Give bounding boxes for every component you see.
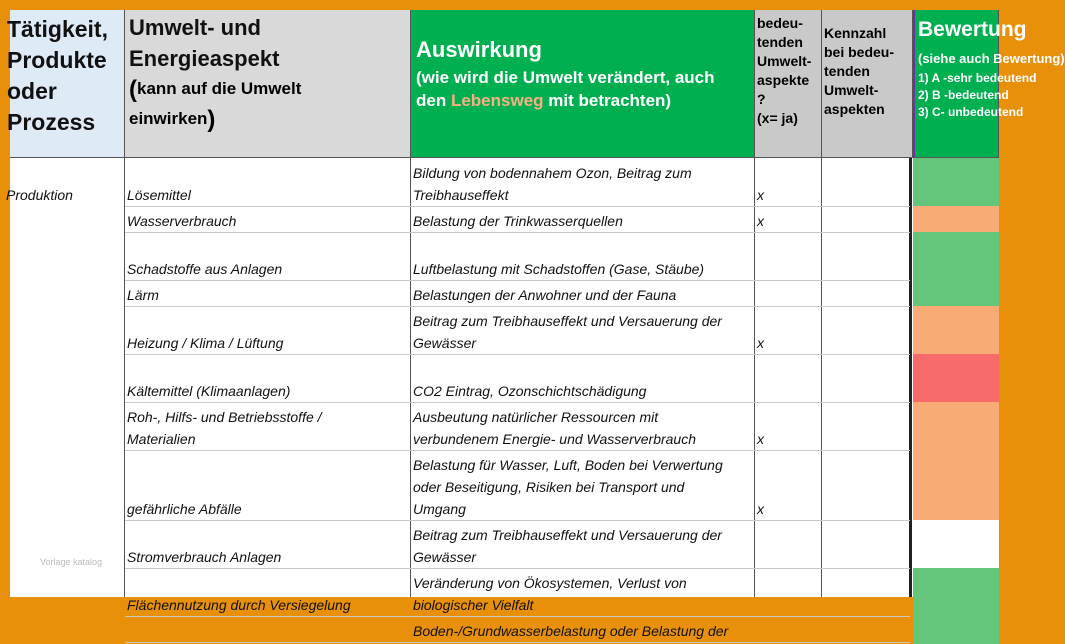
cell-taetigkeit[interactable]: Produktion	[6, 187, 73, 203]
cell-auswirkung[interactable]: Belastung für Wasser, Luft, Boden bei Verwertung	[413, 457, 723, 473]
cell-aspekt[interactable]: Schadstoffe aus Anlagen	[127, 261, 283, 277]
col-line-a	[124, 158, 125, 597]
header-bedeutend-text: bedeu- tenden Umwelt- aspekte ? (x= ja)	[757, 15, 812, 126]
bewertung-cell[interactable]	[913, 520, 999, 570]
header-taetigkeit[interactable]	[7, 10, 125, 158]
watermark: Vorlage katalog	[40, 557, 103, 567]
row-divider	[125, 306, 910, 307]
row-divider	[125, 642, 910, 643]
cell-auswirkung[interactable]: Belastung der Trinkwasserquellen	[413, 213, 623, 229]
col-line-d	[821, 158, 822, 597]
cell-auswirkung[interactable]: Umgang	[413, 501, 466, 517]
header-umweltaspekt-sub-1: kann auf die Umwelt	[137, 79, 302, 98]
row-divider	[125, 232, 910, 233]
header-umweltaspekt-title: Umwelt- und Energieaspekt	[129, 15, 280, 71]
cell-auswirkung[interactable]: Beitrag zum Treibhauseffekt und Versauerung der	[413, 313, 722, 329]
cell-auswirkung[interactable]: Bildung von bodennahem Ozon, Beitrag zum	[413, 165, 692, 181]
row-divider	[125, 450, 910, 451]
sub2-post: mit betrachten)	[543, 91, 672, 110]
row-divider	[125, 568, 910, 569]
header-bewertung-title: Bewertung	[918, 18, 1027, 41]
cell-aspekt[interactable]: Kältemittel (Klimaanlagen)	[127, 383, 291, 399]
cell-bedeutend[interactable]: x	[757, 501, 764, 517]
header-bewertung-c: 3) C- unbedeutend	[918, 105, 1024, 119]
cell-auswirkung[interactable]: CO2 Eintrag, Ozonschichtschädigung	[413, 383, 647, 399]
row-divider	[125, 402, 910, 403]
row-divider	[125, 280, 910, 281]
bewertung-cell[interactable]	[913, 206, 999, 234]
cell-auswirkung[interactable]: Belastungen der Anwohner und der Fauna	[413, 287, 677, 303]
header-bewertung-a: 1) A -sehr bedeutend	[918, 71, 1037, 85]
bewertung-cell[interactable]	[913, 306, 999, 356]
cell-auswirkung[interactable]: oder Beseitigung, Risiken bei Transport und	[413, 479, 685, 495]
header-bewertung-b: 2) B -bedeutend	[918, 88, 1009, 102]
cell-bedeutend[interactable]: x	[757, 335, 764, 351]
header-umweltaspekt-sub	[129, 74, 410, 134]
header-kennzahl[interactable]	[822, 10, 913, 158]
cell-aspekt[interactable]: Lärm	[127, 287, 159, 303]
bewertung-cell[interactable]	[913, 354, 999, 404]
row-divider	[125, 354, 910, 355]
bewertung-cell[interactable]	[913, 280, 999, 308]
bewertung-cell[interactable]	[913, 568, 999, 618]
row-divider	[125, 616, 910, 617]
paren-open: (	[129, 76, 137, 104]
bewertung-cell[interactable]	[913, 450, 999, 522]
row-divider	[125, 520, 910, 521]
bewertung-cell[interactable]	[913, 402, 999, 452]
lebensweg-highlight: Lebensweg	[450, 91, 544, 110]
cell-auswirkung[interactable]: verbundenem Energie- und Wasserverbrauch	[413, 431, 697, 447]
header-kennzahl-text: Kennzahl bei bedeu- tenden Umwelt- aspekten	[824, 25, 895, 117]
cell-bedeutend[interactable]: x	[757, 431, 764, 447]
cell-auswirkung[interactable]: Gewässer	[413, 335, 477, 351]
row-divider	[125, 206, 910, 207]
cell-bedeutend[interactable]: x	[757, 213, 764, 229]
cell-auswirkung[interactable]: Treibhauseffekt	[413, 187, 509, 203]
header-auswirkung-sub-1: (wie wird die Umwelt verändert, auch	[416, 68, 715, 87]
cell-auswirkung[interactable]: Beitrag zum Treibhauseffekt und Versauerung der	[413, 527, 722, 543]
cell-auswirkung[interactable]: biologischer Vielfalt	[413, 597, 534, 613]
header-auswirkung-title: Auswirkung	[416, 37, 542, 62]
sub2-pre: den	[416, 91, 451, 110]
cell-aspekt[interactable]: Wasserverbrauch	[127, 213, 237, 229]
spreadsheet	[6, 10, 1065, 639]
cell-aspekt[interactable]: Heizung / Klima / Lüftung	[127, 335, 284, 351]
header-bewertung-sub: (siehe auch Bewertung)	[918, 51, 1065, 66]
col-line-e	[909, 158, 912, 597]
cell-aspekt[interactable]: Flächennutzung durch Versiegelung	[127, 597, 351, 613]
cell-auswirkung[interactable]: Gewässer	[413, 549, 477, 565]
header-bewertung[interactable]	[913, 10, 1065, 158]
cell-bedeutend[interactable]: x	[757, 187, 764, 203]
bewertung-cell[interactable]	[913, 232, 999, 282]
header-umweltaspekt-sub-2: einwirken	[129, 109, 208, 129]
header-taetigkeit-text: Tätigkeit, Produkte oder Prozess	[7, 16, 108, 135]
header-bedeutend[interactable]	[755, 10, 822, 158]
cell-aspekt[interactable]: Stromverbrauch Anlagen	[127, 549, 282, 565]
cell-aspekt[interactable]: Lösemittel	[127, 187, 191, 203]
bewertung-cell[interactable]	[913, 158, 999, 208]
bewertung-cell[interactable]	[913, 616, 999, 644]
header-umweltaspekt[interactable]	[125, 10, 411, 158]
header-auswirkung-sub-2	[416, 89, 754, 112]
cell-aspekt[interactable]: Roh-, Hilfs- und Betriebsstoffe / Materialien	[127, 409, 322, 447]
cell-auswirkung[interactable]: Veränderung von Ökosystemen, Verlust von	[413, 575, 687, 591]
cell-aspekt[interactable]: gefährliche Abfälle	[127, 501, 242, 517]
col-line-c	[754, 158, 755, 597]
cell-auswirkung[interactable]: Ausbeutung natürlicher Ressourcen mit	[413, 409, 659, 425]
col-line-b	[410, 158, 411, 597]
paren-close: )	[207, 106, 216, 134]
cell-auswirkung[interactable]: Luftbelastung mit Schadstoffen (Gase, Stäube)	[413, 261, 705, 277]
header-auswirkung[interactable]	[411, 10, 755, 158]
cell-auswirkung[interactable]: Boden-/Grundwasserbelastung oder Belastung der	[413, 623, 729, 639]
